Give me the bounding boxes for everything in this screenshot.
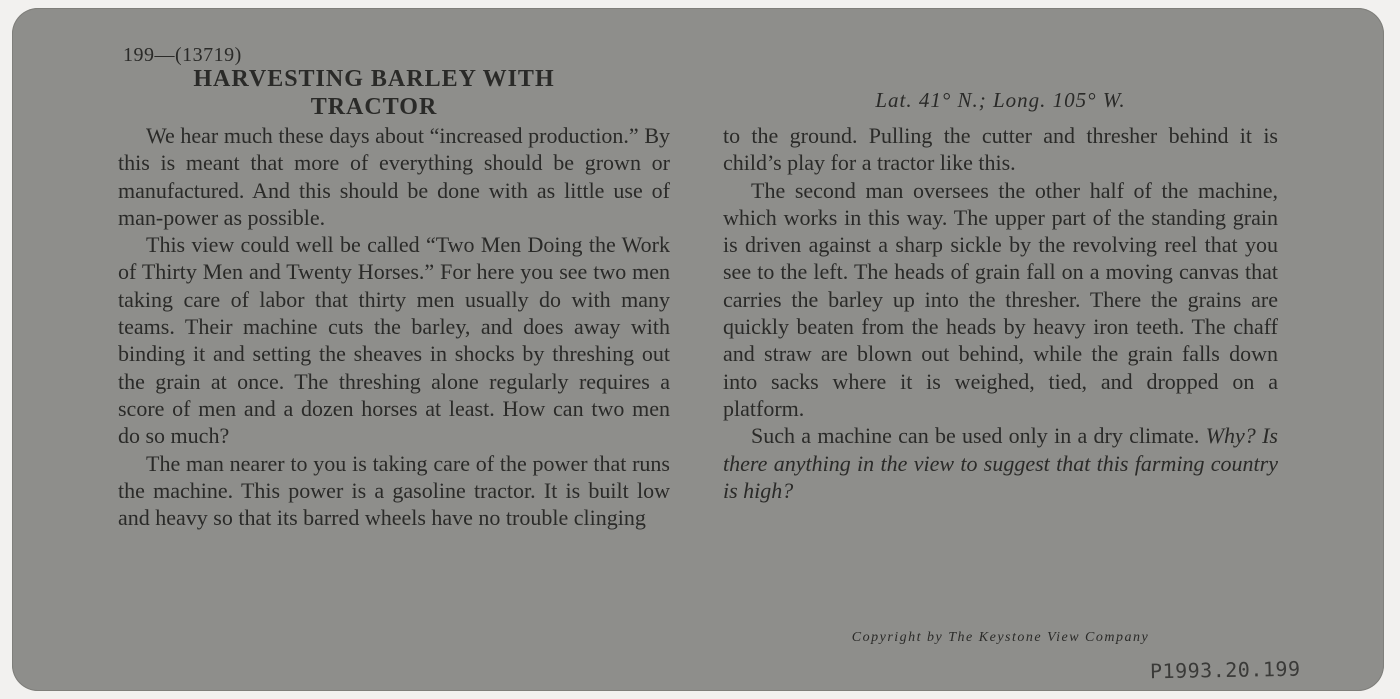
catalog-number: 199—(13719) <box>123 44 242 66</box>
title-line-1: HARVESTING BARLEY WITH <box>193 66 555 92</box>
lat-long: Lat. 41° N.; Long. 105° W. <box>875 88 1126 112</box>
copyright-line: Copyright by The Keystone View Company <box>851 630 1150 645</box>
paragraph-plain: Such a machine can be used only in a dry climate. <box>751 423 1206 449</box>
paragraph-question <box>723 422 1278 504</box>
paragraph: The second man oversees the other half of the machine, which works in this way. The upper part of the standing grain is driven against a sharp sickle by the revolving reel that you see to the left. The heads of grain fall on a moving canvas that carries the barley up into the thresher. There the grains are quickly beaten from the heads by heavy iron teeth. The chaff and straw are blown out behind, while the grain falls down into sacks where it is weighed, tied, and dropped on a platform. <box>723 177 1278 421</box>
left-column <box>118 44 670 531</box>
paragraph: The man nearer to you is taking care of the power that runs the machine. This power is a gasoline tractor. It is built low and heavy so that its barred wheels have no trouble clinging <box>118 450 670 531</box>
paragraph: This view could well be called “Two Men Doing the Work of Thirty Men and Twenty Horses.” For here you see two men taking care of labor that thirty men usually do with many teams. Their machine cuts the barley, and does away with binding it and setting the sheaves in shocks by threshing out the grain at once. The threshing alone regularly requires a score of men and a dozen horses at least. How can two men do so much? <box>118 232 670 449</box>
paragraph: We hear much these days about “increased production.” By this is meant that more of everything should be grown or manufactured. And this should be done with as little use of man-power as possible. <box>118 123 670 230</box>
right-body-text <box>723 122 1278 504</box>
paragraph: to the ground. Pulling the cutter and thresher behind it is child’s play for a tractor like this. <box>723 123 1278 176</box>
accession-number: P1993.20.199 <box>1149 656 1301 684</box>
right-column <box>723 86 1278 504</box>
paragraph-italic-question: Why? Is there anything in the view to suggest that this farming country is high? <box>723 423 1278 503</box>
left-body-text <box>118 122 670 531</box>
title-line-2: TRACTOR <box>310 94 438 120</box>
